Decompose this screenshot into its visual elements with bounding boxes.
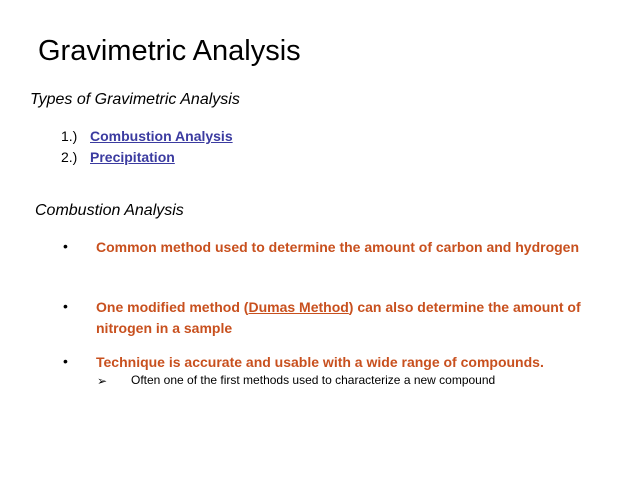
arrow-bullet-icon: ➢ (97, 374, 108, 388)
list-item-combustion (61, 128, 233, 145)
bullet-text-suffix: ) can also determine the amount of nitrogen in a sample (96, 299, 581, 336)
bullet-icon: • (63, 238, 68, 254)
dumas-method-link[interactable]: Dumas Method (248, 299, 349, 315)
list-item-precipitation (61, 149, 175, 166)
list-number: 2.) (61, 149, 78, 165)
bullet-text-prefix: One modified method ( (96, 299, 249, 315)
combustion-heading: Combustion Analysis (35, 202, 184, 219)
list-number: 1.) (61, 128, 78, 144)
slide-title: Gravimetric Analysis (38, 35, 301, 67)
bullet-icon: • (63, 298, 68, 314)
combustion-analysis-link[interactable]: Combustion Analysis (90, 128, 233, 144)
bullet-icon: • (63, 353, 68, 369)
bullet-text-common-method: Common method used to determine the amount of carbon and hydrogen (96, 239, 580, 255)
sub-bullet-text: Often one of the first methods used to characterize a new compound (131, 373, 496, 387)
bullet-text-technique: Technique is accurate and usable with a wide range of compounds. (96, 354, 544, 370)
types-heading: Types of Gravimetric Analysis (30, 91, 240, 108)
bullet-text-modified-method (96, 297, 616, 339)
precipitation-link[interactable]: Precipitation (90, 149, 175, 165)
